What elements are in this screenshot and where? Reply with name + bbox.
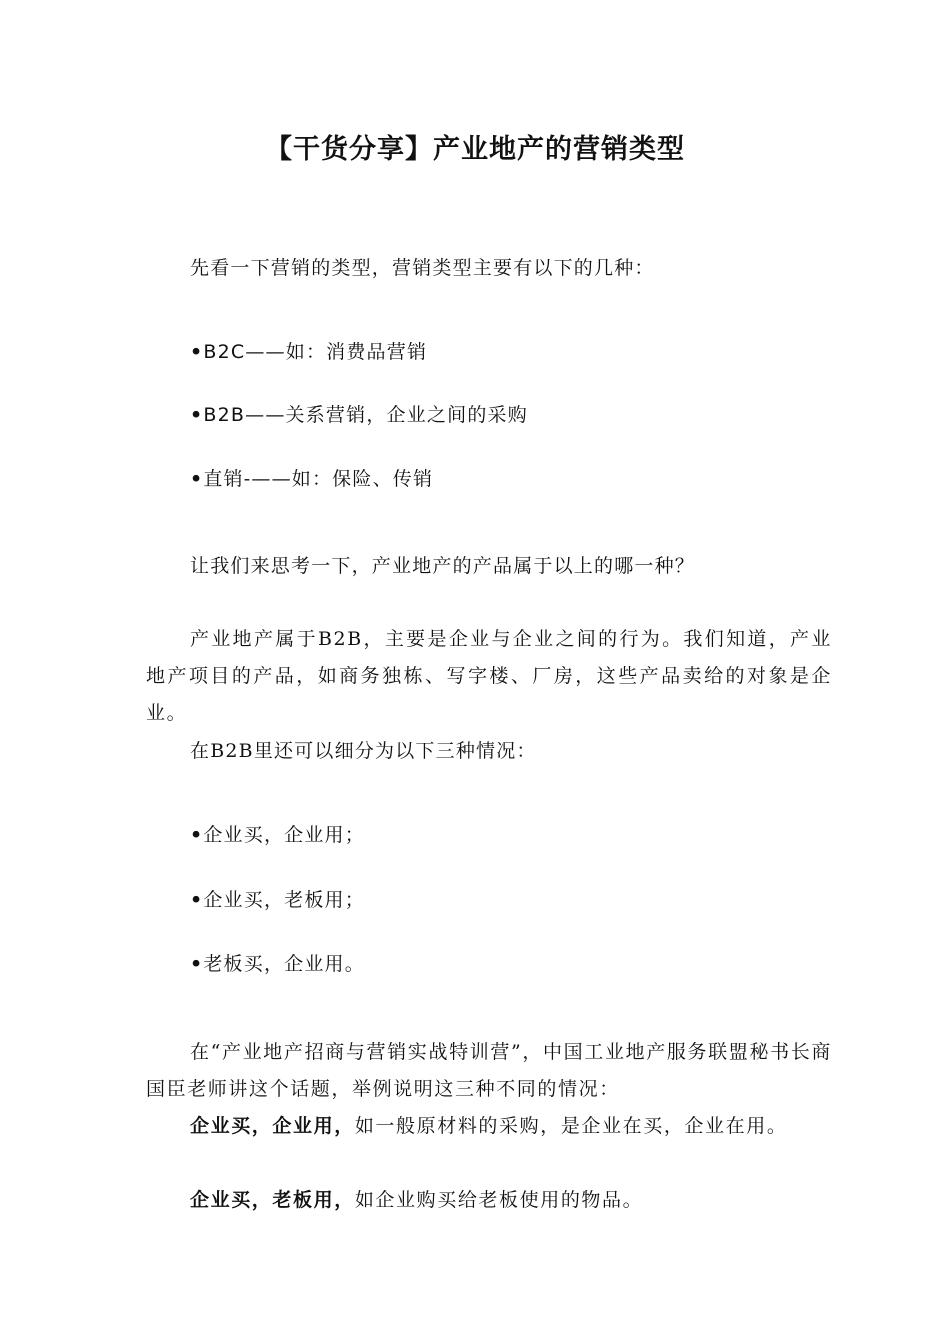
example-1-heading: 企业买，企业用，: [190, 1115, 355, 1137]
type-item-b2b: [190, 401, 870, 429]
bullet-icon: •: [190, 404, 204, 426]
example-1-paragraph: [146, 1108, 832, 1145]
example-2-paragraph: [146, 1182, 832, 1219]
type-text: ——关系营销，企业之间的采购: [245, 404, 528, 426]
case-item: [190, 886, 870, 914]
case-text: 企业买，老板用；: [203, 889, 365, 911]
example-2-text: 如企业购买给老板使用的物品。: [354, 1189, 644, 1211]
bullet-icon: •: [190, 341, 204, 363]
type-code: B2C: [203, 341, 246, 363]
type-item-direct: [190, 465, 870, 493]
example-2-heading: 企业买，老板用，: [190, 1189, 355, 1211]
camp-paragraph: 在“产业地产招商与营销实战特训营”，中国工业地产服务联盟秘书长商国臣老师讲这个话题，举例说明这三种不同的情况：: [146, 1041, 832, 1100]
case-item: [190, 821, 870, 849]
bullet-icon: •: [190, 953, 204, 975]
case-item: [190, 950, 870, 978]
type-text: ——如：消费品营销: [245, 341, 428, 363]
intro-text: 先看一下营销的类型，营销类型主要有以下的几种：: [190, 257, 655, 279]
type-code: B2B: [203, 404, 246, 426]
b2b-subdivide-text: 在B2B里还可以细分为以下三种情况：: [190, 740, 537, 762]
type-item-b2c: [190, 338, 870, 366]
example-1-text: 如一般原材料的采购，是企业在买，企业在用。: [354, 1115, 788, 1137]
bullet-icon: •: [190, 824, 204, 846]
b2b-paragraph: 产业地产属于B2B，主要是企业与企业之间的行为。我们知道，产业地产项目的产品，如商务独栋、写字楼、厂房，这些产品卖给的对象是企业。: [146, 628, 832, 724]
case-text: 企业买，企业用；: [203, 824, 365, 846]
question-text: 让我们来思考一下，产业地产的产品属于以上的哪一种？: [190, 555, 696, 577]
type-text: 直销-——如：保险、传销: [203, 468, 434, 490]
bullet-icon: •: [190, 889, 204, 911]
document-title: 【干货分享】产业地产的营销类型: [265, 134, 685, 165]
bullet-icon: •: [190, 468, 204, 490]
case-text: 老板买，企业用。: [203, 953, 365, 975]
